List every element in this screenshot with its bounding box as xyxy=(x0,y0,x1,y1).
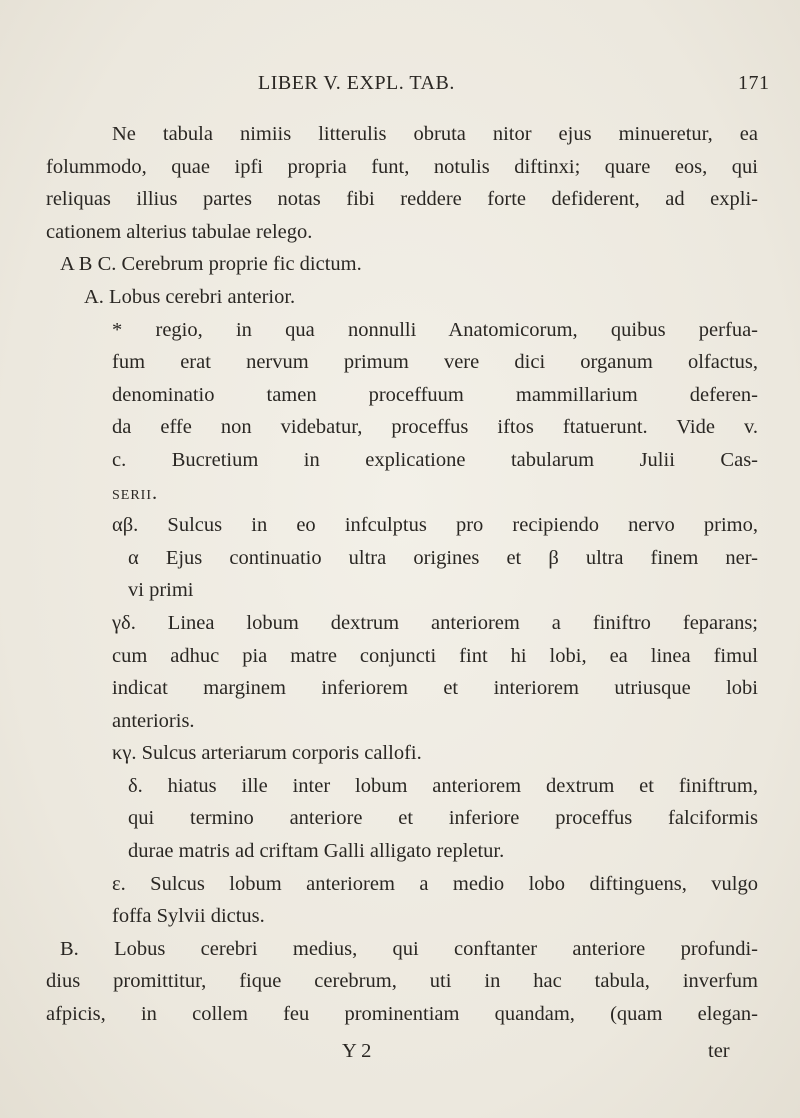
text-line: cum adhuc pia matre conjuncti fint hi lobi, ea linea fimul xyxy=(112,644,758,667)
text-line: foffa Sylvii dictus. xyxy=(112,905,265,928)
text-line: cationem alterius tabulae relego. xyxy=(46,220,313,243)
text-line: reliquas illius partes notas fibi reddere forte defiderent, ad expli- xyxy=(46,188,758,211)
page-number: 171 xyxy=(738,72,770,94)
text-line: fum erat nervum primum vere dici organum olfactus, xyxy=(112,351,758,374)
text-line: denominatio tamen proceffuum mammillarium deferen- xyxy=(112,383,758,406)
text-line: α Ejus continuatio ultra origines et β ultra finem ner- xyxy=(128,546,758,569)
text-line: B. Lobus cerebri medius, qui conftanter anteriore profundi- xyxy=(60,937,758,960)
text-line: κγ. Sulcus arteriarum corporis callofi. xyxy=(112,742,422,765)
body-text xyxy=(46,118,758,1031)
text-line: vi primi xyxy=(128,579,194,602)
page-header xyxy=(0,72,800,102)
signature-mark: Y 2 xyxy=(342,1040,372,1062)
text-line: afpicis, in collem feu prominentiam quandam, (quam elegan- xyxy=(46,1003,758,1026)
text-line: δ. hiatus ille inter lobum anteriorem dextrum et finiftrum, xyxy=(128,774,758,797)
text-line: dius promittitur, fique cerebrum, uti in hac tabula, inverfum xyxy=(46,970,758,993)
text-line: Ne tabula nimiis litterulis obruta nitor ejus minueretur, ea xyxy=(112,123,758,145)
text-line: c. Bucretium in explicatione tabularum Julii Cas- xyxy=(112,448,758,471)
text-line: ε. Sulcus lobum anteriorem a medio lobo diftinguens, vulgo xyxy=(112,872,758,895)
text-line: * regio, in qua nonnulli Anatomicorum, quibus perfua- xyxy=(112,318,758,341)
text-line: durae matris ad criftam Galli alligato repletur. xyxy=(128,840,505,863)
running-title: LIBER V. EXPL. TAB. xyxy=(258,72,455,94)
text-line: indicat marginem inferiorem et interiorem utriusque lobi xyxy=(112,677,758,700)
text-line: anterioris. xyxy=(112,709,195,732)
text-line: qui termino anteriore et inferiore proceffus falciformis xyxy=(128,807,758,830)
text-line: da effe non videbatur, proceffus iftos ftatuerunt. Vide v. xyxy=(112,416,758,439)
text-line: serii. xyxy=(112,481,159,504)
text-line: A. Lobus cerebri anterior. xyxy=(84,285,296,308)
text-line: A B C. Cerebrum proprie fic dictum. xyxy=(60,253,362,276)
catchword: ter xyxy=(708,1040,730,1062)
text-line: αβ. Sulcus in eo infculptus pro recipiendo nervo primo, xyxy=(112,514,758,537)
text-line: folummodo, quae ipfi propria funt, notulis diftinxi; quare eos, qui xyxy=(46,155,758,178)
text-line: γδ. Linea lobum dextrum anteriorem a finiftro feparans; xyxy=(112,611,758,634)
